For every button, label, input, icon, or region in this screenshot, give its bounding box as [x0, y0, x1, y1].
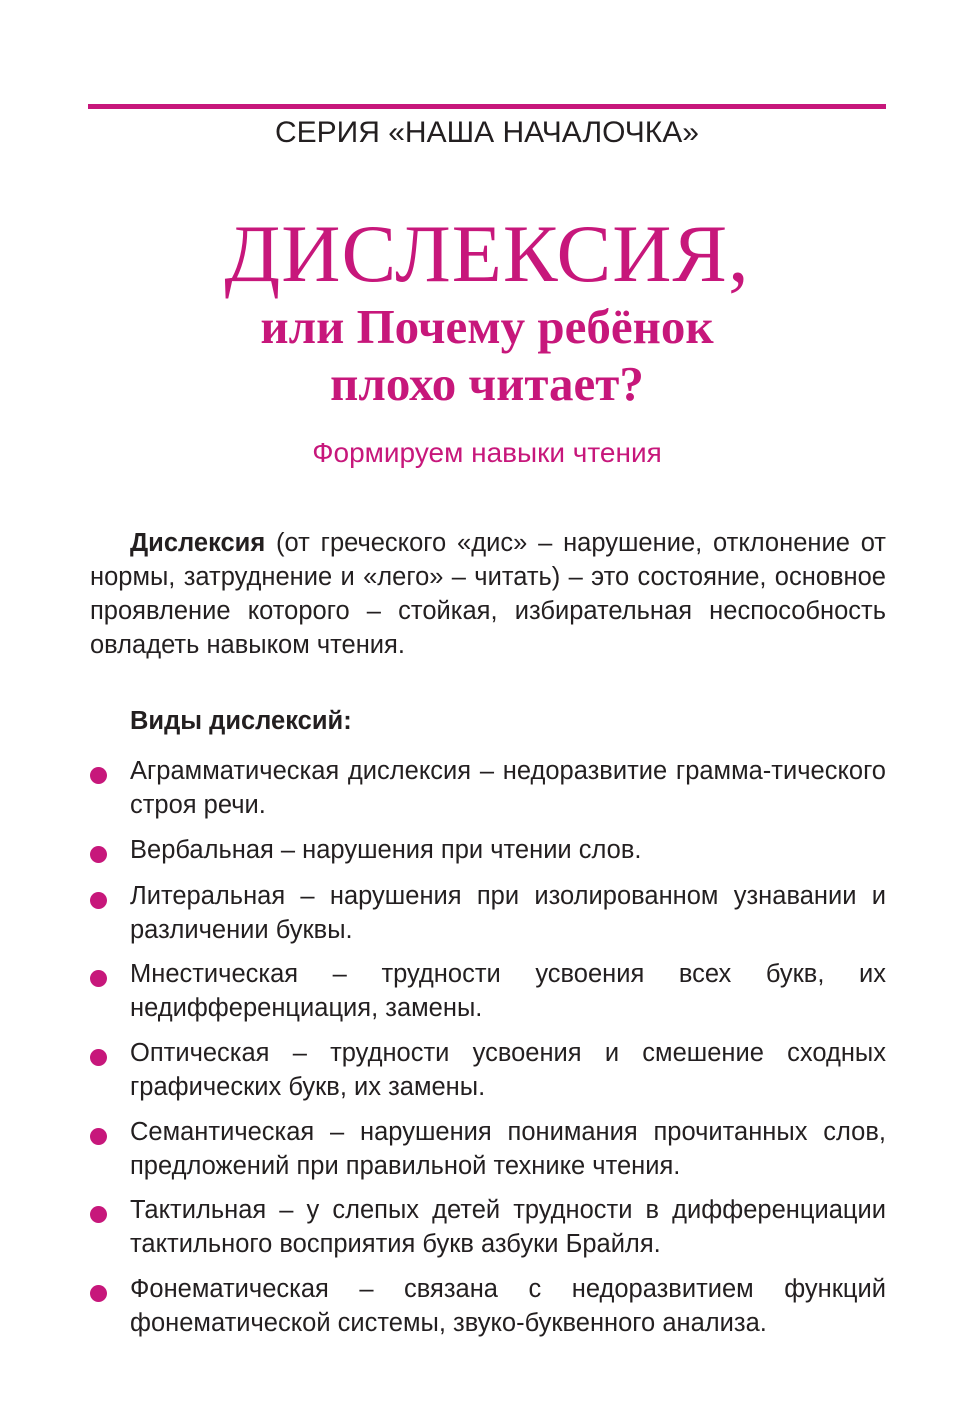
bullet-icon — [90, 767, 107, 784]
list-item: Мнестическая – трудности усвоения всех букв, их недифференциация, замены. — [130, 958, 886, 1025]
title-line-2: или Почему ребёнок — [260, 299, 714, 354]
intro-term: Дислексия — [130, 529, 266, 557]
bullet-icon — [90, 846, 107, 863]
list-item: Тактильная – у слепых детей трудности в дифференциации тактильного восприятия букв азбуки Брайля. — [130, 1194, 886, 1261]
bullet-icon — [90, 892, 107, 909]
list-item: Аграмматическая дислексия – недоразвитие грамма-тического строя речи. — [130, 755, 886, 822]
title-line-3: плохо читает? — [330, 356, 644, 411]
book-title-subline — [0, 298, 974, 412]
top-rule — [88, 104, 886, 109]
intro-paragraph — [90, 526, 886, 662]
list-item: Литеральная – нарушения при изолированном узнавании и различении буквы. — [130, 880, 886, 947]
series-label: СЕРИЯ «НАША НАЧАЛОЧКА» — [275, 116, 699, 149]
list-item: Оптическая – трудности усвоения и смешение сходных графических букв, их замены. — [130, 1037, 886, 1104]
intro-text: (от греческого «дис» – нарушение, отклонение от нормы, затруднение и «лего» – читать) – это состояние, основное проявление которого – стойкая, избирательная неспособность овладеть навыком чтения. — [90, 529, 886, 659]
list-item: Фонематическая – связана с недоразвитием функций фонематической системы, звуко-буквенного анализа. — [130, 1273, 886, 1340]
bullet-icon — [90, 1128, 107, 1145]
list-item: Семантическая – нарушения понимания прочитанных слов, предложений при правильной технике чтения. — [130, 1116, 886, 1183]
bullet-icon — [90, 1049, 107, 1066]
types-heading: Виды дислексий: — [130, 707, 352, 735]
list-item: Вербальная – нарушения при чтении слов. — [130, 834, 886, 868]
bullet-icon — [90, 970, 107, 987]
book-title: ДИСЛЕКСИЯ, — [224, 208, 750, 299]
bullet-icon — [90, 1285, 107, 1302]
book-subtitle: Формируем навыки чтения — [312, 437, 662, 468]
bullet-icon — [90, 1206, 107, 1223]
